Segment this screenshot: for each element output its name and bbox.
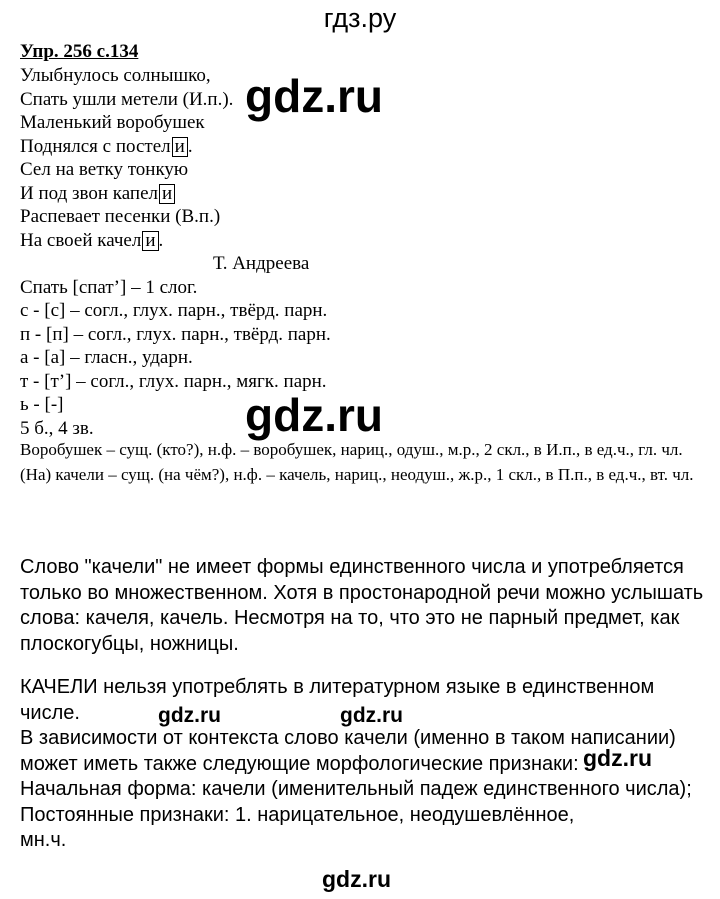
boxed-ending: и [172,137,188,157]
phonetic-line: т - [т’] – согл., глух. парн., мягк. парн. [20,370,327,392]
morphology-notes [20,437,700,487]
watermark-logo: gdz.ru [245,389,383,441]
poem-line-tail: . [158,229,164,251]
watermark-logo: gdz.ru [158,704,221,727]
phonetic-line: 5 б., 4 зв. [20,417,94,439]
exercise-title: Упр. 256 с.134 [20,41,139,62]
paragraph-line: КАЧЕЛИ нельзя употреблять в литературном языке в единственном [20,676,655,698]
phonetic-line: с - [с] – согл., глух. парн., твёрд. парн. [20,300,328,321]
poem-line-text: Спать ушли метели (И.п.). [20,88,234,110]
phonetic-line: ь - [-] [20,394,64,415]
phonetic-line: Спать [спат’] – 1 слог. [20,276,198,298]
watermark-logo: gdz.ru [583,745,652,771]
poem-line-text: Распевает песенки (В.п.) [20,206,221,227]
paragraph-kacheli-number: Слово "качели" не имеет формы единственного числа и употребляется только во множественном. Хотя в простонародной речи можно услышать слова: качеля, качель. Несмотря на то, что это не парный предмет, как плоскогубцы, ножницы. [20,556,704,655]
poem-line-text: Улыбнулось солнышко, [20,65,211,86]
watermark-logo: gdz.ru [340,704,403,727]
poem-line [20,135,331,159]
poem-line-text: Поднялся с постел [20,135,171,157]
boxed-ending: и [159,184,175,204]
morphology-line-kacheli: (На) качели – сущ. (на чём?), н.ф. – качель, нариц., неодуш., ж.р., 1 скл., в П.п., в ед.ч., вт. чл. [20,465,694,484]
paragraph-line: В зависимости от контекста слово качели (именно в таком написании) [20,727,676,749]
paragraph-line: Постоянные признаки: 1. нарицательное, неодушевлённое, [20,803,575,826]
poem-line [20,158,331,182]
paragraph-line: числе. [20,701,80,724]
poem-line [20,205,331,229]
paragraph-line: может иметь также следующие морфологические признаки: [20,752,579,775]
poem-line-text: Сел на ветку тонкую [20,159,189,180]
phonetic-line: а - [а] – гласн., ударн. [20,347,193,368]
phonetic-line: п - [п] – согл., глух. парн., твёрд. парн. [20,323,331,345]
paragraph-line: Начальная форма: качели (именительный падеж единственного числа); [20,778,692,800]
poem-line-text: На своей качел [20,229,142,251]
poem-line-text: И под звон капел [20,182,158,204]
paragraph-line: мн.ч. [20,829,67,851]
morphology-line-vorobushek: Воробушек – сущ. (кто?), н.ф. – воробушек, нариц., одуш., м.р., 2 скл., в И.п., в ед.ч., гл. чл. [20,440,683,459]
poem-line-tail: . [187,135,193,157]
watermark-footer: gdz.ru [322,866,391,892]
poem-line-text: Маленький воробушек [20,112,205,133]
poem-line [20,182,331,206]
site-header: гдз.ру [323,3,397,33]
watermark-logo: gdz.ru [245,70,383,122]
poem-author: Т. Андреева [213,253,310,274]
poem-line [20,229,331,253]
boxed-ending: и [142,231,158,251]
